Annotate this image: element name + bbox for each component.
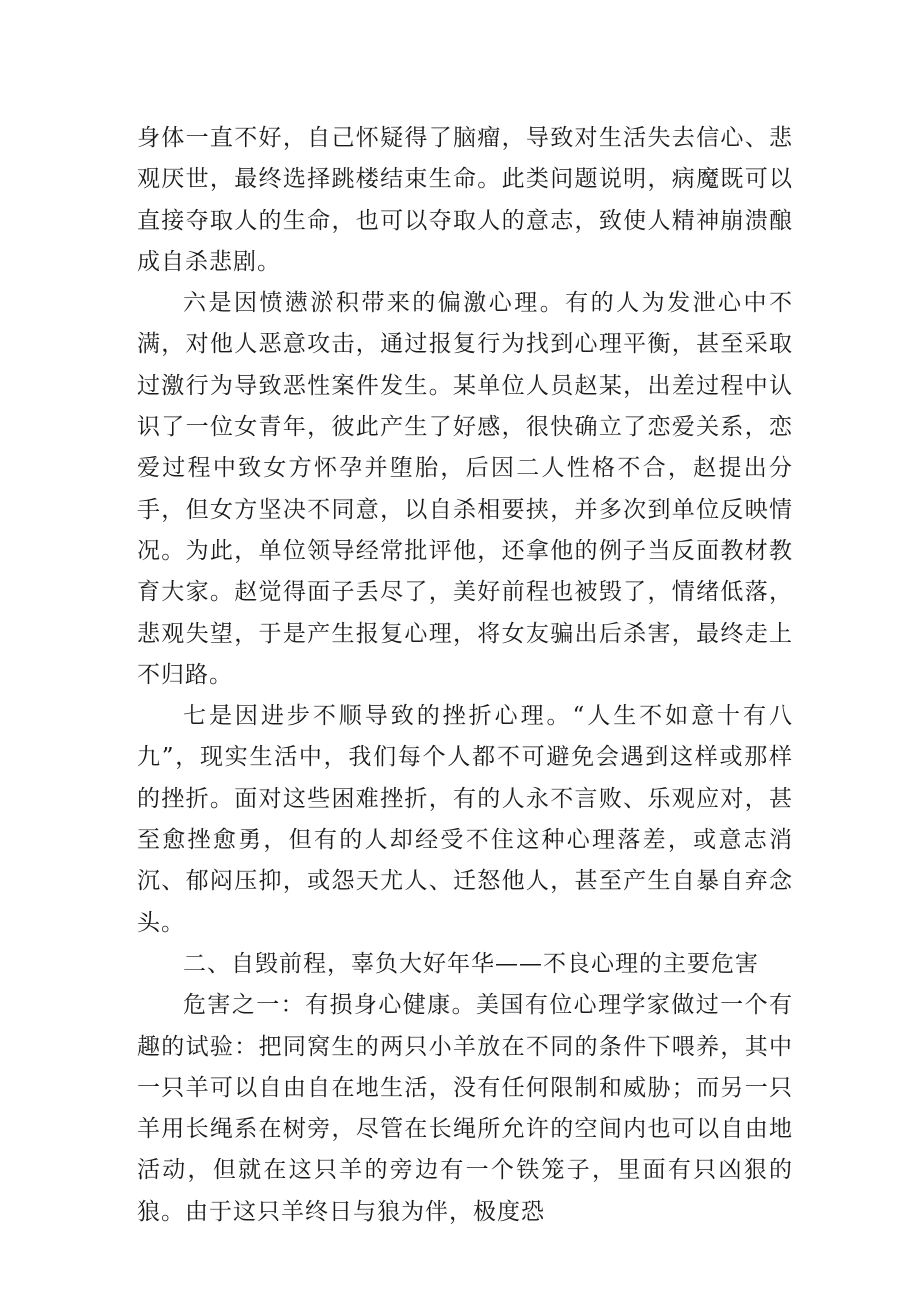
paragraph-harm-one: 危害之一：有损身心健康。美国有位心理学家做过一个有趣的试验：把同窝生的两只小羊放在不同的条件下喂养，其中一只羊可以自由自在地生活，没有任何限制和威胁；而另一只羊用长绳系在树旁，尽管在长绳所允许的空间内也可以自由地活动，但就在这只羊的旁边有一个铁笼子，里面有只凶狠的狼。由于这只羊终日与狼为伴，极度恐 <box>137 992 793 1225</box>
section-heading-two: 二、自毁前程，辜负大好年华——不良心理的主要危害 <box>183 950 759 977</box>
paragraph-continuation: 身体一直不好，自己怀疑得了脑瘤，导致对生活失去信心、悲观厌世，最终选择跳楼结束生命。此类问题说明，病魔既可以直接夺取人的生命，也可以夺取人的意志，致使人精神崩溃酿成自杀悲剧。 <box>137 125 793 275</box>
document-body <box>137 118 793 1233</box>
paragraph-point-seven: 七是因进步不顺导致的挫折心理。“人生不如意十有八九”，现实生活中，我们每个人都不可避免会遇到这样或那样的挫折。面对这些困难挫折，有的人永不言败、乐观应对，甚至愈挫愈勇，但有的人却经受不住这种心理落差，或意志消沉、郁闷压抑，或怨天尤人、迁怒他人，甚至产生自暴自弃念头。 <box>137 703 793 936</box>
paragraph-point-six: 六是因愤懑淤积带来的偏激心理。有的人为发泄心中不满，对他人恶意攻击，通过报复行为找到心理平衡，甚至采取过激行为导致恶性案件发生。某单位人员赵某，出差过程中认识了一位女青年，彼此产生了好感，很快确立了恋爱关系，恋爱过程中致女方怀孕并堕胎，后因二人性格不合，赵提出分手，但女方坚决不同意，以自杀相要挟，并多次到单位反映情况。为此，单位领导经常批评他，还拿他的例子当反面教材教育大家。赵觉得面子丢尽了，美好前程也被毁了，情绪低落，悲观失望，于是产生报复心理，将女友骗出后杀害，最终走上不归路。 <box>137 290 793 688</box>
